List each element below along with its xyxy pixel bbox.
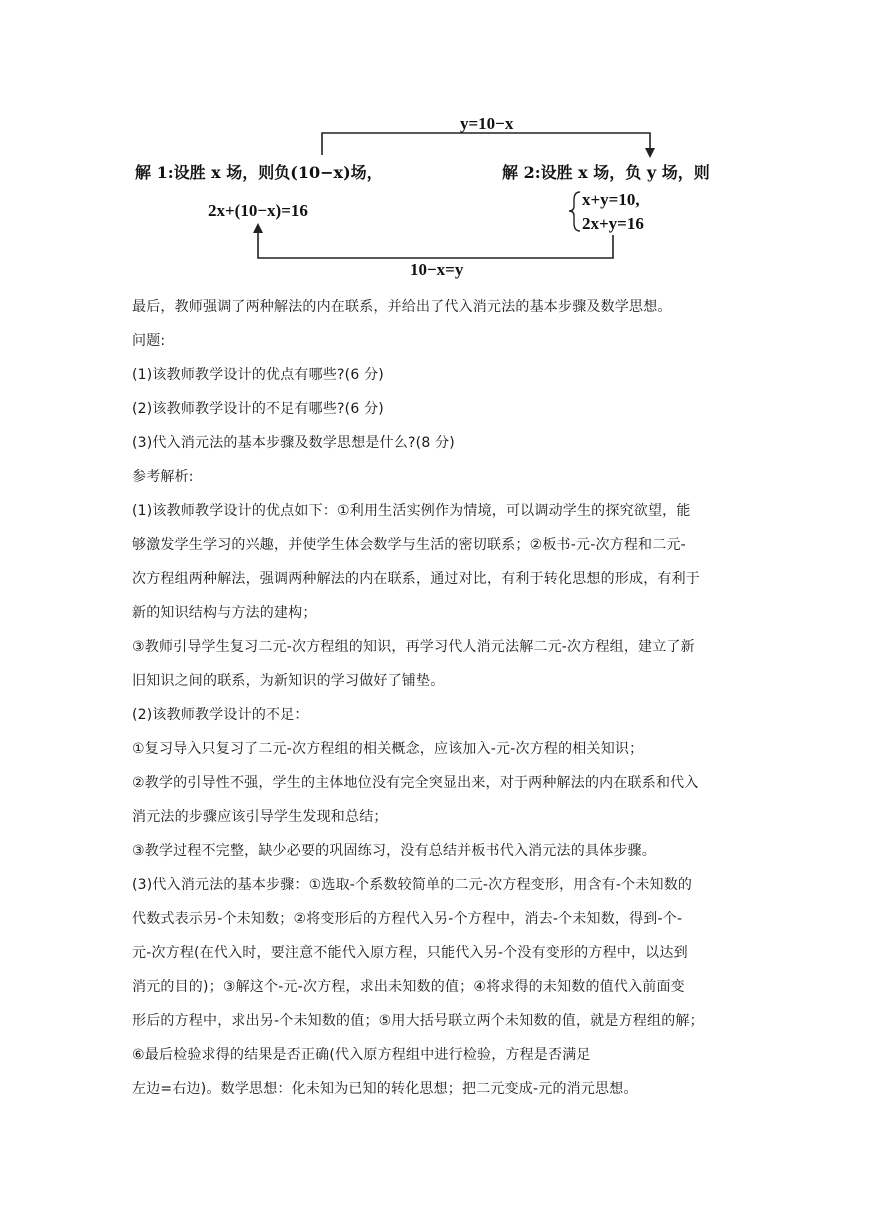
system-brace [569,192,580,231]
arrow-head-top [645,148,655,158]
solution-2-system [582,188,644,236]
answer-3-line: 元-次方程(在代入时，要注意不能代入原方程，只能代入另-个没有变形的方程中，以达到 [132,945,688,961]
solution-1-equation: 2x+(10−x)=16 [208,201,308,220]
answer-3-line: 左边=右边)。数学思想：化未知为已知的转化思想；把二元变成-元的消元思想。 [132,1081,638,1097]
answer-2-item-2-line: ②教学的引导性不强，学生的主体地位没有完全突显出来，对于两种解法的内在联系和代入 [132,775,699,791]
solution-1-text: 解 1:设胜 x 场，则负(10−x)场， [135,163,383,182]
answer-1-part3-line: ③教师引导学生复习二元-次方程组的知识，再学习代人消元法解二元-次方程组，建立了新 [132,639,695,655]
answer-1-line: (1)该教师教学设计的优点如下：①利用生活实例作为情境，可以调动学生的探究欲望，能 [132,503,691,519]
system-equation-1: x+y=10, [582,190,640,209]
answer-3-line: ⑥最后检验求得的结果是否正确(代入原方程组中进行检验，方程是否满足 [132,1047,591,1063]
intro-text: 最后，教师强调了两种解法的内在联系，并给出了代入消元法的基本步骤及数学思想。 [132,299,672,315]
answer-2-item-2-line: 消元法的步骤应该引导学生发现和总结； [132,809,388,825]
answer-1-line: 够激发学生学习的兴趣，并使学生体会数学与生活的密切联系；②板书-元-次方程和二元- [132,537,686,553]
answer-1-line: 次方程组两种解法，强调两种解法的内在联系，通过对比，有利于转化思想的形成，有利于 [132,571,700,587]
answer-3 [132,868,742,1106]
answer-heading: 参考解析: [132,469,194,485]
solution-2-text: 解 2:设胜 x 场，负 y 场，则 [502,163,710,182]
document-body [132,290,742,1106]
question-3: (3)代入消元法的基本步骤及数学思想是什么?(8 分) [132,435,455,451]
answer-3-line: 形后的方程中，求出另-个未知数的值；⑤用大括号联立两个未知数的值，就是方程组的解； [132,1013,704,1029]
answer-2-item-1: ①复习导入只复习了二元-次方程组的相关概念，应该加入-元-次方程的相关知识； [132,741,644,757]
answer-1 [132,494,742,698]
answer-1-line: 新的知识结构与方法的建构； [132,605,317,621]
answer-2 [132,698,742,868]
answer-3-line: 代数式表示另-个未知数；②将变形后的方程代入另-个方程中，消去-个未知数，得到-个- [132,911,683,927]
arrow-head-bottom [253,223,263,233]
answer-3-line: (3)代入消元法的基本步骤：①选取-个系数较简单的二元-次方程变形，用含有-个未知数的 [132,877,693,893]
answer-1-part3-line: 旧知识之间的联系，为新知识的学习做好了铺垫。 [132,673,445,689]
answer-3-line: 消元的目的)；③解这个-元-次方程，求出未知数的值；④将求得的未知数的值代入前面变 [132,979,685,995]
system-equation-2: 2x+y=16 [582,214,644,233]
question-1: (1)该教师教学设计的优点有哪些?(6 分) [132,367,384,383]
solution-diagram [130,100,730,285]
top-arrow-label: y=10−x [460,114,514,133]
questions-heading: 问题: [132,333,166,349]
answer-2-item-3: ③教学过程不完整，缺少必要的巩固练习，没有总结并板书代入消元法的具体步骤。 [132,843,656,859]
bottom-arrow-label: 10−x=y [410,260,464,279]
question-2: (2)该教师教学设计的不足有哪些?(6 分) [132,401,384,417]
answer-2-heading: (2)该教师教学设计的不足： [132,707,309,723]
